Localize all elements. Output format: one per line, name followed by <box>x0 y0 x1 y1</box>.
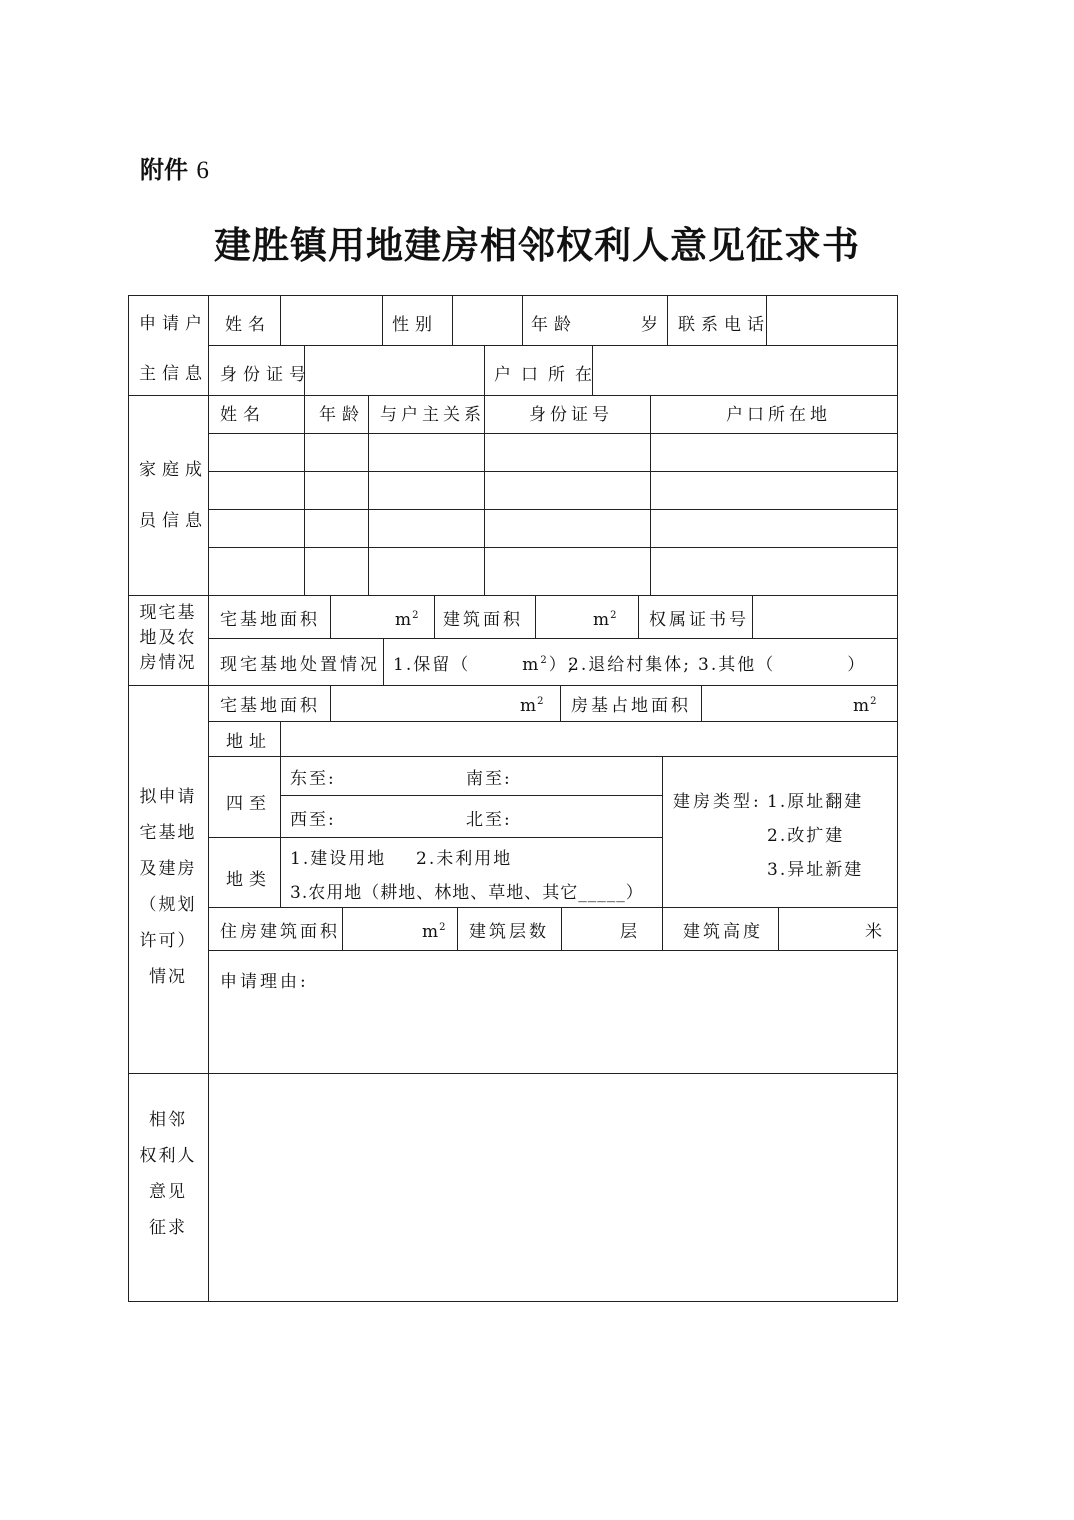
family-col-hukou: 户口所在地 <box>726 405 831 425</box>
gender-label: 性别 <box>392 315 438 335</box>
build-type-option-1: 1.原址翻建 <box>767 792 864 812</box>
age-unit: 岁 <box>641 315 659 335</box>
height-unit: 米 <box>865 922 883 942</box>
current-site-section-label: 现宅基 地及农 房情况 <box>139 603 197 673</box>
land-type-label: 地类 <box>226 870 272 890</box>
cert-number-label: 权属证书号 <box>649 610 749 630</box>
neighbor-opinion-label: 相邻 权利人 意见 征求 <box>139 1110 197 1238</box>
north-boundary-label: 北至: <box>466 810 512 830</box>
family-section-label-2: 员信息 <box>139 511 208 531</box>
house-build-area-label: 住房建筑面积 <box>220 922 340 942</box>
floors-unit: 层 <box>620 922 638 942</box>
east-boundary-label: 东至: <box>290 769 336 789</box>
family-col-age: 年龄 <box>319 405 365 425</box>
current-build-area-label: 建筑面积 <box>443 610 523 630</box>
disposal-option-other: 3.其他（ ） <box>698 655 867 675</box>
land-type-option-2: 2.未利用地 <box>416 849 513 869</box>
footprint-area-unit: $m^2$ <box>853 696 878 716</box>
disposal-option-return: 2.退给村集体; <box>568 655 691 675</box>
family-section-label-1: 家庭成 <box>139 460 208 480</box>
hukou-label: 户口所在 <box>494 365 602 385</box>
boundaries-label: 四至 <box>226 794 272 814</box>
name-label: 姓名 <box>225 315 271 335</box>
floors-label: 建筑层数 <box>469 922 549 942</box>
application-form <box>128 295 898 1302</box>
land-type-option-1: 1.建设用地 <box>290 849 387 869</box>
id-number-label: 身份证号 <box>220 365 312 385</box>
land-type-option-3: 3.农用地（耕地、林地、草地、其它_____） <box>290 883 644 903</box>
current-site-area-label: 宅基地面积 <box>220 610 320 630</box>
annex-label: 附件 6 <box>140 156 209 184</box>
disposal-option-keep: 1.保留（ $m^2$）; <box>393 655 576 675</box>
height-label: 建筑高度 <box>683 922 763 942</box>
family-col-relation: 与户主关系 <box>380 405 485 425</box>
west-boundary-label: 西至: <box>290 810 336 830</box>
house-build-area-unit: $m^2$ <box>422 922 447 942</box>
document-title: 建胜镇用地建房相邻权利人意见征求书 <box>214 223 860 267</box>
proposed-site-area-label: 宅基地面积 <box>220 696 320 716</box>
reason-label: 申请理由: <box>220 972 309 992</box>
proposed-section-label: 拟申请 宅基地 及建房 （规划 许可） 情况 <box>139 787 197 987</box>
south-boundary-label: 南至: <box>466 769 512 789</box>
disposal-label: 现宅基地处置情况 <box>220 655 380 675</box>
family-col-name: 姓名 <box>220 405 266 425</box>
age-label: 年龄 <box>531 315 577 335</box>
phone-label: 联系电话 <box>678 315 770 335</box>
applicant-section-label-2: 主信息 <box>139 364 208 384</box>
footprint-area-label: 房基占地面积 <box>571 696 691 716</box>
build-type-option-2: 2.改扩建 <box>767 826 845 846</box>
build-type-label: 建房类型: <box>673 792 762 812</box>
applicant-section-label-1: 申请户 <box>139 314 208 334</box>
proposed-site-area-unit: $m^2$ <box>520 696 545 716</box>
current-build-area-unit: $m^2$ <box>593 610 618 630</box>
address-label: 地址 <box>226 732 272 752</box>
build-type-option-3: 3.异址新建 <box>767 860 864 880</box>
family-col-id: 身份证号 <box>529 405 613 425</box>
current-site-area-unit: $m^2$ <box>395 610 420 630</box>
